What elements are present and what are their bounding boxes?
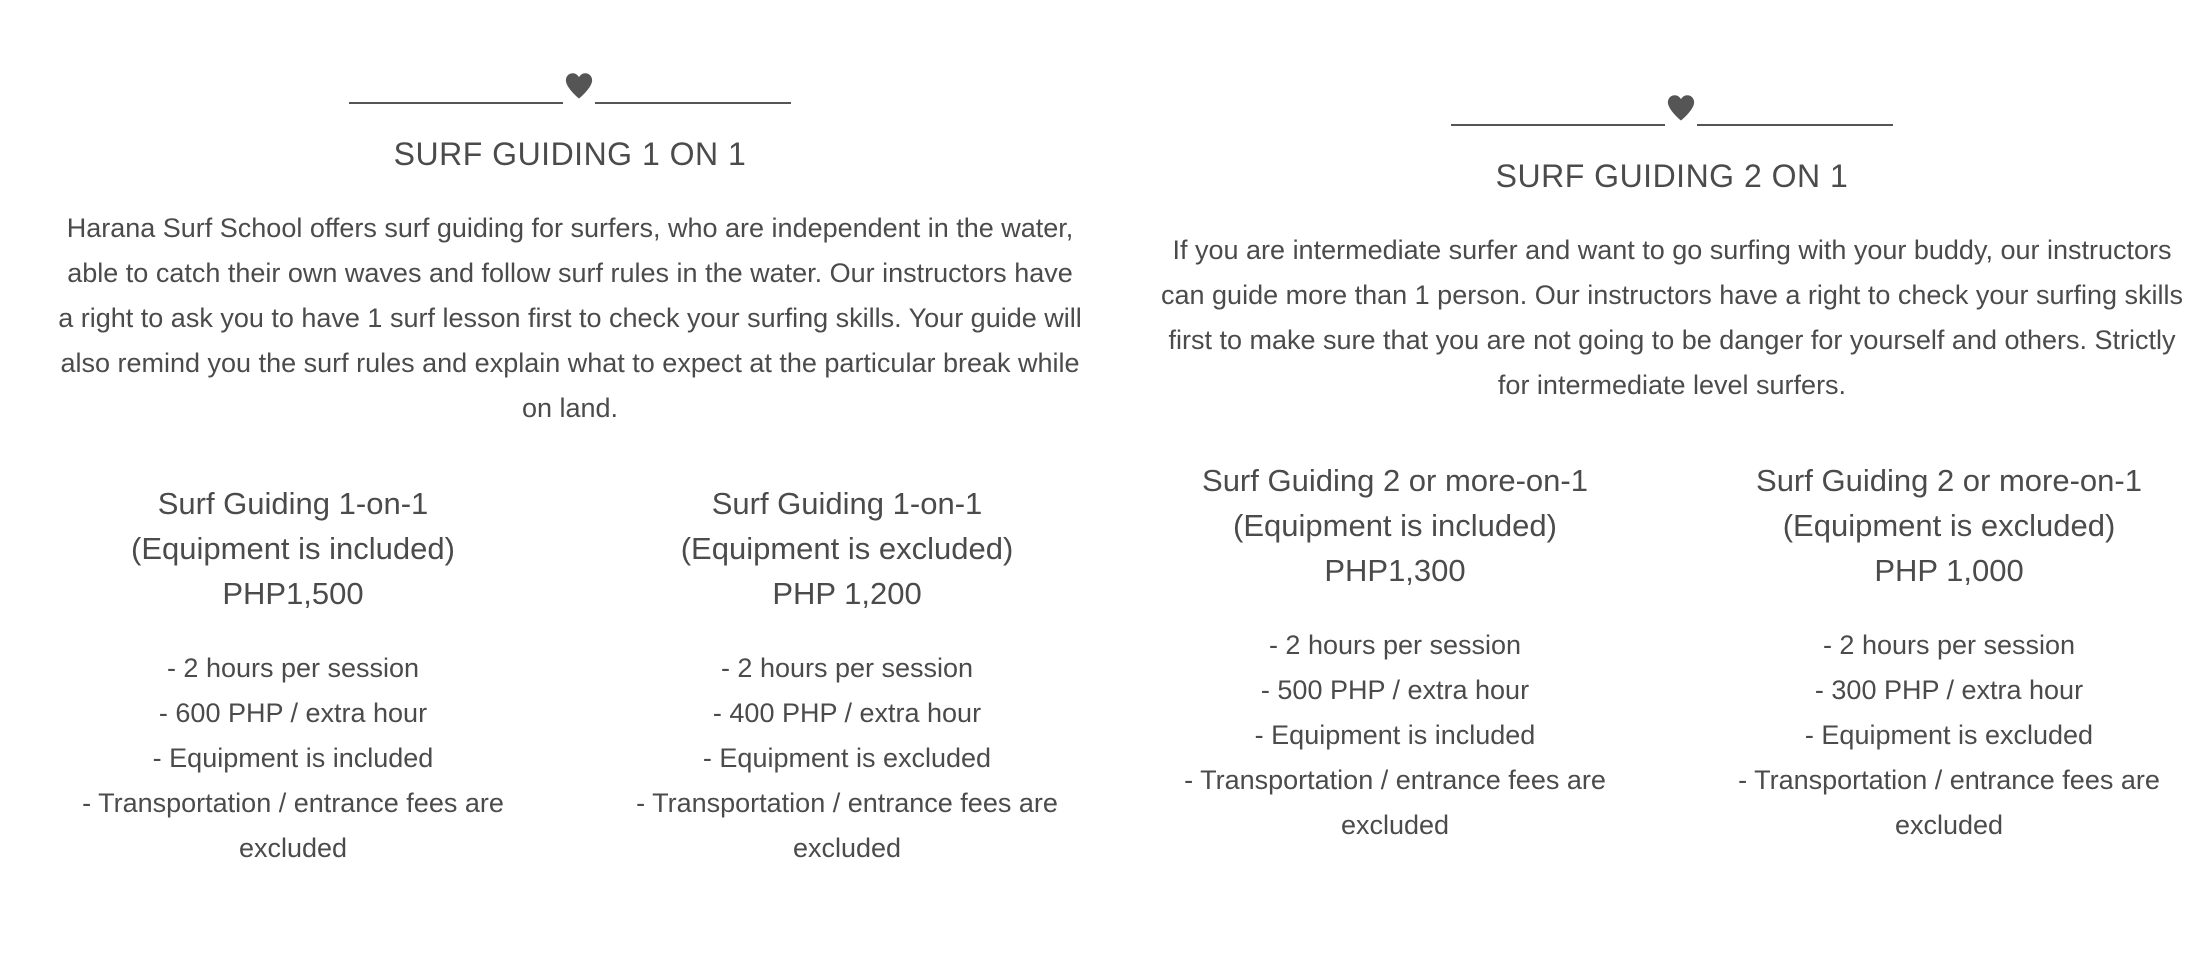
section-title: SURF GUIDING 2 ON 1 — [1495, 158, 1849, 194]
section-description: If you are intermediate surfer and want to go surfing with your buddy, our instructors can guide more than 1 person. Our instructors have a right to check your surfing skills first to make sure that you are not going to be danger for yourself and others. Strictly for intermediate level surfers. — [1161, 235, 2183, 400]
pricing-plan — [612, 481, 1082, 871]
plan-equipment: (Equipment is included) — [1233, 508, 1557, 543]
feature-item: - Equipment is included — [152, 743, 434, 773]
pricing-plan — [58, 481, 528, 871]
section-description: Harana Surf School offers surf guiding for surfers, who are independent in the water, able to catch their own waves and follow surf rules in the water. Our instructors have a right to ask you to have 1 surf lesson first to check your surfing skills. Your guide will also remind you the surf rules and explain what to expect at the particular break while on land. — [58, 213, 1082, 423]
pricing-plans — [1160, 458, 2184, 848]
plan-equipment: (Equipment is excluded) — [1782, 508, 2116, 543]
feature-item: - Equipment is included — [1254, 720, 1536, 750]
plan-name: Surf Guiding 1-on-1 — [157, 486, 429, 521]
plan-equipment: (Equipment is excluded) — [680, 531, 1014, 566]
plan-name: Surf Guiding 2 or more-on-1 — [1202, 463, 1588, 498]
plan-price: PHP 1,000 — [1874, 553, 2024, 588]
feature-item: - 400 PHP / extra hour — [712, 698, 982, 728]
section-title: SURF GUIDING 1 ON 1 — [393, 136, 747, 172]
feature-item: - 2 hours per session — [720, 653, 974, 683]
plan-name: Surf Guiding 1-on-1 — [711, 486, 983, 521]
pricing-plans — [58, 481, 1082, 871]
feature-item: - Transportation / entrance fees are excluded — [636, 788, 1058, 863]
section-surf-guiding-2-on-1 — [1160, 84, 2184, 848]
section-divider — [58, 62, 1082, 106]
plan-features — [58, 646, 528, 871]
pricing-plan — [1160, 458, 1630, 848]
plan-features — [612, 646, 1082, 871]
pricing-plan — [1714, 458, 2184, 848]
feature-item: - 600 PHP / extra hour — [158, 698, 428, 728]
feature-item: - 2 hours per session — [1822, 630, 2076, 660]
section-divider — [1160, 84, 2184, 128]
section-surf-guiding-1-on-1 — [58, 62, 1082, 871]
feature-item: - 2 hours per session — [166, 653, 420, 683]
plan-heading — [1714, 458, 2184, 593]
plan-heading — [1160, 458, 1630, 593]
plan-price: PHP1,300 — [1324, 553, 1466, 588]
plan-features — [1714, 623, 2184, 848]
divider-line-left — [1451, 124, 1665, 126]
plan-name: Surf Guiding 2 or more-on-1 — [1756, 463, 2142, 498]
plan-features — [1160, 623, 1630, 848]
divider-line-right — [595, 102, 791, 104]
feature-item: - 2 hours per session — [1268, 630, 1522, 660]
feature-item: - Transportation / entrance fees are excluded — [82, 788, 504, 863]
feature-item: - 500 PHP / extra hour — [1260, 675, 1530, 705]
feature-item: - 300 PHP / extra hour — [1814, 675, 2084, 705]
feature-item: - Equipment is excluded — [1804, 720, 2094, 750]
divider-line-left — [349, 102, 563, 104]
plan-equipment: (Equipment is included) — [131, 531, 455, 566]
feature-item: - Transportation / entrance fees are excluded — [1184, 765, 1606, 840]
plan-heading — [612, 481, 1082, 616]
heart-icon — [1665, 88, 1697, 128]
feature-item: - Transportation / entrance fees are excluded — [1738, 765, 2160, 840]
plan-price: PHP 1,200 — [772, 576, 922, 611]
feature-item: - Equipment is excluded — [702, 743, 992, 773]
plan-price: PHP1,500 — [222, 576, 364, 611]
divider-line-right — [1697, 124, 1893, 126]
plan-heading — [58, 481, 528, 616]
heart-icon — [563, 66, 595, 106]
